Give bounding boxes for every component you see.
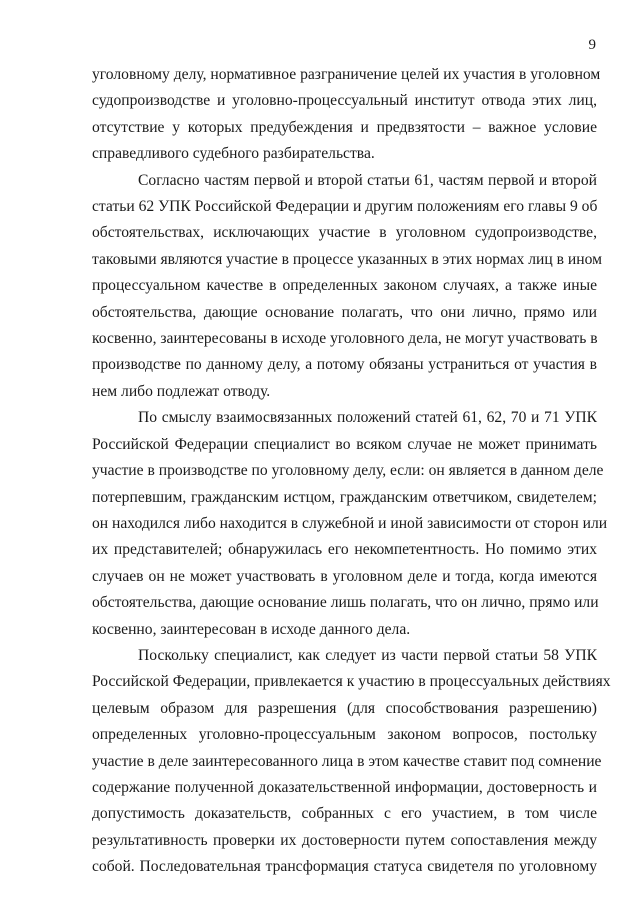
- text-line: допустимость доказательств, собранных с его участием, в том числе: [92, 805, 597, 823]
- text-line: судопроизводстве и уголовно-процессуальный институт отвода этих лиц,: [92, 92, 597, 110]
- document-body: [92, 62, 611, 881]
- text-line: обстоятельства, дающие основание лишь полагать, что он лично, прямо или: [92, 594, 599, 612]
- text-line: косвенно, заинтересован в исходе данного дела.: [92, 620, 411, 638]
- text-line: обстоятельства, дающие основание полагать, что они лично, прямо или: [92, 303, 597, 321]
- text-line: содержание полученной доказательственной информации, достоверность и: [92, 778, 597, 796]
- text-line: определенных уголовно-процессуальным законом вопросов, постольку: [92, 726, 597, 744]
- paragraph-1: [92, 62, 601, 168]
- text-line: собой. Последовательная трансформация статуса свидетеля по уголовному: [92, 858, 597, 876]
- text-line: Поскольку специалист, как следует из части первой статьи 58 УПК: [138, 646, 597, 664]
- text-line: производстве по данному делу, а потому обязаны устраниться от участия в: [92, 356, 597, 374]
- text-line: По смыслу взаимосвязанных положений статей 61, 62, 70 и 71 УПК: [138, 409, 597, 427]
- text-line: случаев он не может участвовать в уголовном деле и тогда, когда имеются: [92, 567, 597, 585]
- text-line: обстоятельствах, исключающих участие в уголовном судопроизводстве,: [92, 224, 597, 242]
- text-line: Российской Федерации, привлекается к участию в процессуальных действиях: [92, 673, 611, 691]
- text-line: таковыми являются участие в процессе указанных в этих нормах лиц в ином: [92, 250, 602, 268]
- text-line: статьи 62 УПК Российской Федерации и другим положениям его главы 9 об: [92, 198, 598, 216]
- paragraph-4: [92, 643, 611, 881]
- text-line: их представителей; обнаружилась его некомпетентность. Но помимо этих: [92, 541, 597, 559]
- text-line: справедливого судебного разбирательства.: [92, 145, 375, 163]
- text-line: участие в производстве по уголовному делу, если: он является в данном деле: [92, 462, 604, 480]
- text-line: процессуальном качестве в определенных законом случаях, а также иные: [92, 277, 597, 295]
- text-line: он находился либо находится в служебной и иной зависимости от сторон или: [92, 514, 608, 532]
- text-line: целевым образом для разрешения (для способствования разрешению): [92, 699, 597, 717]
- text-line: результативность проверки их достоверности путем сопоставления между: [92, 831, 597, 849]
- text-line: нем либо подлежат отводу.: [92, 382, 271, 400]
- text-line: Российской Федерации специалист во всяком случае не может принимать: [92, 435, 597, 453]
- text-line: косвенно, заинтересованы в исходе уголовного дела, не могут участвовать в: [92, 330, 598, 348]
- text-line: Согласно частям первой и второй статьи 61, частям первой и второй: [138, 171, 597, 189]
- text-line: участие в деле заинтересованного лица в этом качестве ставит под сомнение: [92, 752, 602, 770]
- paragraph-2: [92, 168, 602, 406]
- text-line: отсутствие у которых предубеждения и предвзятости – важное условие: [92, 118, 597, 136]
- text-line: потерпевшим, гражданским истцом, гражданским ответчиком, свидетелем;: [92, 488, 597, 506]
- paragraph-3: [92, 405, 608, 643]
- page-number: 9: [588, 37, 596, 53]
- text-line: уголовному делу, нормативное разграничение целей их участия в уголовном: [92, 66, 601, 83]
